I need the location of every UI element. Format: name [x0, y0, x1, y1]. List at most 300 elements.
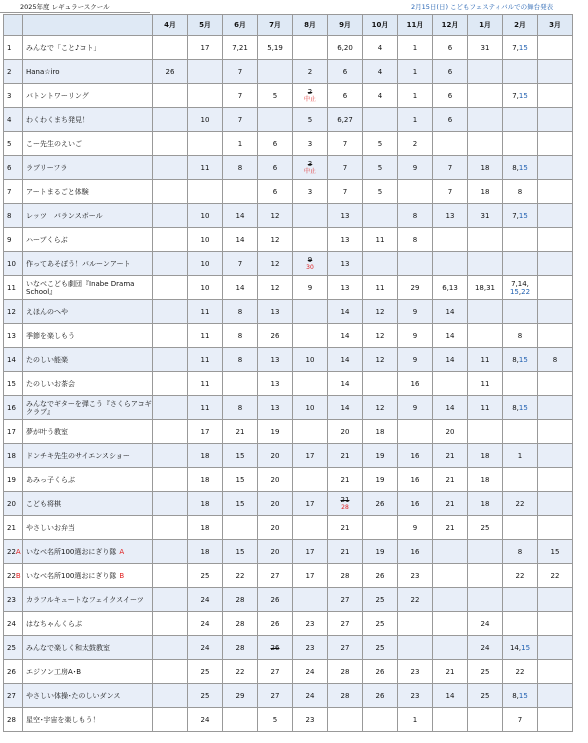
cell-value: 4: [377, 67, 383, 76]
cell-value: 20: [270, 547, 280, 556]
cell-value: 1: [412, 67, 418, 76]
schedule-cell: [433, 492, 468, 516]
schedule-cell: [293, 276, 328, 300]
table-row: [4, 372, 573, 396]
row-number: 6: [4, 156, 23, 180]
schedule-cell: [258, 516, 293, 540]
cell-value: 8,: [512, 355, 519, 364]
schedule-cell: [223, 636, 258, 660]
schedule-cell: [398, 684, 433, 708]
cell-value: 12: [270, 211, 280, 220]
schedule-cell: [433, 156, 468, 180]
schedule-cell: [188, 636, 223, 660]
schedule-cell: [538, 684, 573, 708]
row-number: 27: [4, 684, 23, 708]
schedule-cell: [188, 324, 223, 348]
schedule-cell: [328, 180, 363, 204]
cell-value: 11: [375, 283, 385, 292]
schedule-cell: [328, 444, 363, 468]
schedule-cell: [258, 468, 293, 492]
schedule-cell: [328, 396, 363, 420]
schedule-cell: [258, 276, 293, 300]
schedule-cell: [328, 300, 363, 324]
cell-value: 28: [340, 571, 350, 580]
cell-value: 18,31: [474, 283, 496, 292]
row-number: 7: [4, 180, 23, 204]
table-row: [4, 636, 573, 660]
cell-value: 20: [270, 475, 280, 484]
row-number: 26: [4, 660, 23, 684]
schedule-cell: [363, 636, 398, 660]
cell-value: 25: [480, 667, 490, 676]
schedule-cell: [293, 84, 328, 108]
schedule-cell: [153, 396, 188, 420]
schedule-cell: [503, 156, 538, 180]
row-number: 14: [4, 348, 23, 372]
schedule-cell: [363, 348, 398, 372]
row-number: 17: [4, 420, 23, 444]
cell-value: 23: [410, 667, 420, 676]
cell-value: 2: [307, 88, 313, 96]
schedule-cell: [153, 132, 188, 156]
cell-value: 14: [445, 307, 455, 316]
schedule-cell: [433, 612, 468, 636]
course-name: いなべ名所100選おにぎり隊 A: [23, 540, 153, 564]
schedule-cell: [503, 60, 538, 84]
cell-value: 6,27: [337, 115, 353, 124]
schedule-cell: [468, 204, 503, 228]
cell-value: 26: [270, 643, 280, 652]
schedule-cell: [538, 444, 573, 468]
table-row: [4, 516, 573, 540]
schedule-cell: [153, 588, 188, 612]
cell-value: 8: [517, 187, 523, 196]
schedule-cell: [468, 348, 503, 372]
schedule-cell: [223, 708, 258, 732]
schedule-cell: [468, 468, 503, 492]
schedule-cell: [433, 660, 468, 684]
cell-value: 15: [518, 163, 528, 172]
schedule-cell: [223, 36, 258, 60]
schedule-cell: [293, 132, 328, 156]
schedule-cell: [293, 612, 328, 636]
cell-value: 27: [340, 595, 350, 604]
schedule-cell: [188, 228, 223, 252]
schedule-cell: [503, 84, 538, 108]
schedule-cell: [433, 468, 468, 492]
schedule-cell: [398, 180, 433, 204]
cell-value: 12: [270, 235, 280, 244]
schedule-cell: [223, 180, 258, 204]
schedule-cell: [293, 36, 328, 60]
schedule-cell: [433, 348, 468, 372]
schedule-cell: [503, 36, 538, 60]
schedule-cell: [293, 588, 328, 612]
schedule-cell: [188, 156, 223, 180]
cell-value: 9: [412, 403, 418, 412]
course-name: こー先生のえいご: [23, 132, 153, 156]
row-number: 11: [4, 276, 23, 300]
schedule-cell: [188, 612, 223, 636]
row-number: 20: [4, 492, 23, 516]
cell-value: 14: [340, 403, 350, 412]
schedule-cell: [328, 156, 363, 180]
cell-value: 7: [342, 139, 348, 148]
course-name: こども将棋: [23, 492, 153, 516]
cell-value: 18: [480, 475, 490, 484]
schedule-cell: [468, 564, 503, 588]
schedule-cell: [503, 708, 538, 732]
schedule-cell: [398, 516, 433, 540]
cell-value: 8: [552, 355, 558, 364]
schedule-cell: [468, 228, 503, 252]
schedule-cell: [433, 180, 468, 204]
course-name: いなべ名所100選おにぎり隊 B: [23, 564, 153, 588]
schedule-cell: [223, 684, 258, 708]
schedule-cell: [328, 84, 363, 108]
schedule-cell: [153, 468, 188, 492]
cell-value: 28: [340, 667, 350, 676]
cell-value: 17: [305, 499, 315, 508]
schedule-cell: [258, 156, 293, 180]
schedule-cell: [223, 204, 258, 228]
schedule-cell: [538, 660, 573, 684]
header-no: [4, 15, 23, 36]
cell-value: 25: [480, 691, 490, 700]
cell-value: 20: [445, 427, 455, 436]
cell-value: 7,21: [232, 43, 248, 52]
table-row: [4, 276, 573, 300]
schedule-cell: [538, 156, 573, 180]
schedule-cell: [503, 324, 538, 348]
cell-value: 23: [305, 619, 315, 628]
cell-value: 3: [307, 139, 313, 148]
cell-value: 13: [340, 283, 350, 292]
cell-value: 21: [235, 427, 245, 436]
schedule-cell: [363, 324, 398, 348]
row-number-suffix: A: [15, 547, 21, 556]
cell-value: 19: [270, 427, 280, 436]
schedule-cell: [328, 684, 363, 708]
schedule-cell: [503, 516, 538, 540]
document-title: 2025年度 レギュラースクール: [20, 3, 110, 11]
schedule-cell: [328, 60, 363, 84]
schedule-cell: [363, 492, 398, 516]
schedule-cell: [328, 372, 363, 396]
schedule-cell: [223, 132, 258, 156]
schedule-cell: [293, 468, 328, 492]
month-header: 10月: [363, 15, 398, 36]
schedule-cell: [538, 492, 573, 516]
schedule-cell: [153, 564, 188, 588]
schedule-cell: [398, 156, 433, 180]
cell-value: 30: [306, 264, 314, 271]
cell-value: 27: [270, 667, 280, 676]
cell-value: 5: [307, 115, 313, 124]
cell-value: 14: [340, 307, 350, 316]
cell-value: 14: [445, 355, 455, 364]
schedule-cell: [468, 684, 503, 708]
schedule-cell: [363, 228, 398, 252]
table-row: [4, 204, 573, 228]
header-name: [23, 15, 153, 36]
schedule-cell: [503, 636, 538, 660]
schedule-cell: [503, 396, 538, 420]
schedule-cell: [538, 636, 573, 660]
schedule-cell: [398, 612, 433, 636]
schedule-cell: [293, 516, 328, 540]
cell-value: 18: [375, 427, 385, 436]
cell-value: 7: [342, 187, 348, 196]
schedule-cell: [363, 132, 398, 156]
schedule-cell: [468, 516, 503, 540]
schedule-cell: [433, 108, 468, 132]
schedule-cell: [328, 516, 363, 540]
row-number: 12: [4, 300, 23, 324]
cell-value: 24: [200, 619, 210, 628]
schedule-cell: [398, 420, 433, 444]
cell-value: 18: [200, 523, 210, 532]
schedule-cell: [503, 588, 538, 612]
schedule-cell: [293, 564, 328, 588]
schedule-cell: [538, 588, 573, 612]
cell-value: 8,: [512, 691, 519, 700]
schedule-cell: [223, 276, 258, 300]
cell-value: 中止: [303, 168, 316, 175]
cell-value: 27: [340, 619, 350, 628]
cell-value: 10: [200, 283, 210, 292]
schedule-cell: [223, 444, 258, 468]
cell-value: 18: [480, 499, 490, 508]
month-header: 6月: [223, 15, 258, 36]
schedule-cell: [503, 540, 538, 564]
schedule-cell: [293, 372, 328, 396]
schedule-cell: [328, 420, 363, 444]
table-row: [4, 108, 573, 132]
cell-value: 27: [270, 691, 280, 700]
row-number: 1: [4, 36, 23, 60]
schedule-cell: [398, 228, 433, 252]
cell-value: 10: [200, 115, 210, 124]
cell-value: 17: [305, 451, 315, 460]
schedule-cell: [328, 708, 363, 732]
cell-value: 6: [447, 91, 453, 100]
cell-value: 16: [410, 379, 420, 388]
schedule-cell: [538, 372, 573, 396]
schedule-cell: [258, 540, 293, 564]
cell-value: 13: [270, 379, 280, 388]
schedule-cell: [433, 420, 468, 444]
table-row: [4, 540, 573, 564]
cell-value: 19: [375, 547, 385, 556]
schedule-cell: [188, 276, 223, 300]
schedule-cell: [153, 708, 188, 732]
schedule-cell: [293, 444, 328, 468]
schedule-cell: [188, 180, 223, 204]
cell-value: 7: [447, 163, 453, 172]
cell-value: 11: [480, 355, 490, 364]
schedule-cell: [538, 396, 573, 420]
row-number: 3: [4, 84, 23, 108]
cell-value: 18: [480, 163, 490, 172]
schedule-cell: [328, 36, 363, 60]
cell-value: 1: [412, 115, 418, 124]
schedule-cell: [398, 300, 433, 324]
cell-value: 8: [412, 235, 418, 244]
schedule-cell: [293, 180, 328, 204]
table-row: [4, 420, 573, 444]
month-header: 4月: [153, 15, 188, 36]
schedule-cell: [153, 84, 188, 108]
cell-value: 24: [200, 643, 210, 652]
cell-value: 5: [272, 91, 278, 100]
cell-value: 28: [235, 643, 245, 652]
cell-value: 6: [272, 163, 278, 172]
cell-value: 6: [447, 43, 453, 52]
schedule-cell: [293, 60, 328, 84]
cell-value: 26: [375, 691, 385, 700]
schedule-cell: [433, 228, 468, 252]
schedule-cell: [538, 180, 573, 204]
row-number: 19: [4, 468, 23, 492]
schedule-cell: [153, 636, 188, 660]
cell-value: 12: [270, 283, 280, 292]
schedule-cell: [503, 564, 538, 588]
schedule-cell: [258, 660, 293, 684]
cell-value: 22: [515, 571, 525, 580]
schedule-cell: [538, 204, 573, 228]
cell-value: 28: [235, 619, 245, 628]
cell-value: 17: [200, 427, 210, 436]
schedule-cell: [153, 276, 188, 300]
schedule-cell: [433, 36, 468, 60]
schedule-cell: [538, 540, 573, 564]
schedule-cell: [398, 540, 433, 564]
cell-value: 15: [235, 475, 245, 484]
row-number: 23: [4, 588, 23, 612]
cell-value: 25: [480, 523, 490, 532]
month-header: 5月: [188, 15, 223, 36]
cell-value: 10: [200, 259, 210, 268]
schedule-cell: [188, 300, 223, 324]
cell-value: 8: [412, 211, 418, 220]
schedule-cell: [258, 492, 293, 516]
schedule-cell: [188, 252, 223, 276]
schedule-cell: [468, 132, 503, 156]
schedule-cell: [398, 444, 433, 468]
schedule-cell: [223, 372, 258, 396]
cell-value: 21: [445, 523, 455, 532]
schedule-cell: [328, 612, 363, 636]
cell-value: 22: [410, 595, 420, 604]
schedule-cell: [328, 588, 363, 612]
row-number: 25: [4, 636, 23, 660]
schedule-cell: [503, 180, 538, 204]
cell-value: 24: [305, 667, 315, 676]
row-number: 4: [4, 108, 23, 132]
schedule-cell: [538, 564, 573, 588]
schedule-cell: [328, 252, 363, 276]
schedule-cell: [153, 444, 188, 468]
schedule-cell: [223, 348, 258, 372]
cell-value: 14,: [509, 643, 522, 652]
schedule-cell: [153, 180, 188, 204]
table-row: [4, 492, 573, 516]
schedule-cell: [363, 564, 398, 588]
cell-value: 10: [200, 211, 210, 220]
schedule-cell: [538, 324, 573, 348]
cell-value: 1: [517, 451, 523, 460]
cell-value: 20: [270, 499, 280, 508]
cell-value: 23: [410, 691, 420, 700]
cell-value: 22: [235, 667, 245, 676]
schedule-cell: [398, 396, 433, 420]
schedule-cell: [433, 276, 468, 300]
schedule-cell: [293, 660, 328, 684]
cell-value: 28: [235, 595, 245, 604]
schedule-cell: [328, 636, 363, 660]
schedule-cell: [503, 372, 538, 396]
cell-value: 2: [412, 139, 418, 148]
cell-value: 6,13: [442, 283, 458, 292]
cell-value: 8: [237, 355, 243, 364]
cell-value: 6: [342, 67, 348, 76]
cell-value: 5: [377, 163, 383, 172]
schedule-cell: [363, 204, 398, 228]
cell-value: 18: [200, 475, 210, 484]
cell-value: 24: [200, 595, 210, 604]
schedule-cell: [363, 420, 398, 444]
cell-value: 9: [307, 283, 313, 292]
table-row: [4, 612, 573, 636]
cell-value: 5: [377, 187, 383, 196]
cell-value: 15: [235, 547, 245, 556]
course-name: みんなで楽しく和太鼓教室: [23, 636, 153, 660]
cell-value: 24: [200, 715, 210, 724]
schedule-cell: [398, 60, 433, 84]
schedule-cell: [153, 684, 188, 708]
schedule-cell: [398, 324, 433, 348]
schedule-cell: [293, 156, 328, 180]
cell-value: 23: [410, 571, 420, 580]
cell-value: 8: [237, 403, 243, 412]
cell-value: 14: [340, 331, 350, 340]
cell-value: 7,: [512, 43, 519, 52]
cell-value: 1: [412, 43, 418, 52]
cell-value: 14: [445, 331, 455, 340]
schedule-cell: [363, 276, 398, 300]
schedule-cell: [153, 300, 188, 324]
schedule-cell: [188, 516, 223, 540]
cell-value: 14: [235, 211, 245, 220]
schedule-cell: [538, 36, 573, 60]
month-header: 12月: [433, 15, 468, 36]
cell-value: 11: [200, 355, 210, 364]
schedule-cell: [468, 540, 503, 564]
schedule-cell: [468, 708, 503, 732]
schedule-cell: [258, 84, 293, 108]
cell-value: 6: [272, 139, 278, 148]
schedule-cell: [468, 492, 503, 516]
cell-value: 4: [377, 43, 383, 52]
cell-value: 5,19: [267, 43, 283, 52]
cell-value: 26: [270, 331, 280, 340]
cell-value: 19: [375, 451, 385, 460]
title-underline: [0, 12, 150, 13]
cell-value: 8: [517, 547, 523, 556]
schedule-cell: [223, 468, 258, 492]
cell-value: 7: [237, 91, 243, 100]
